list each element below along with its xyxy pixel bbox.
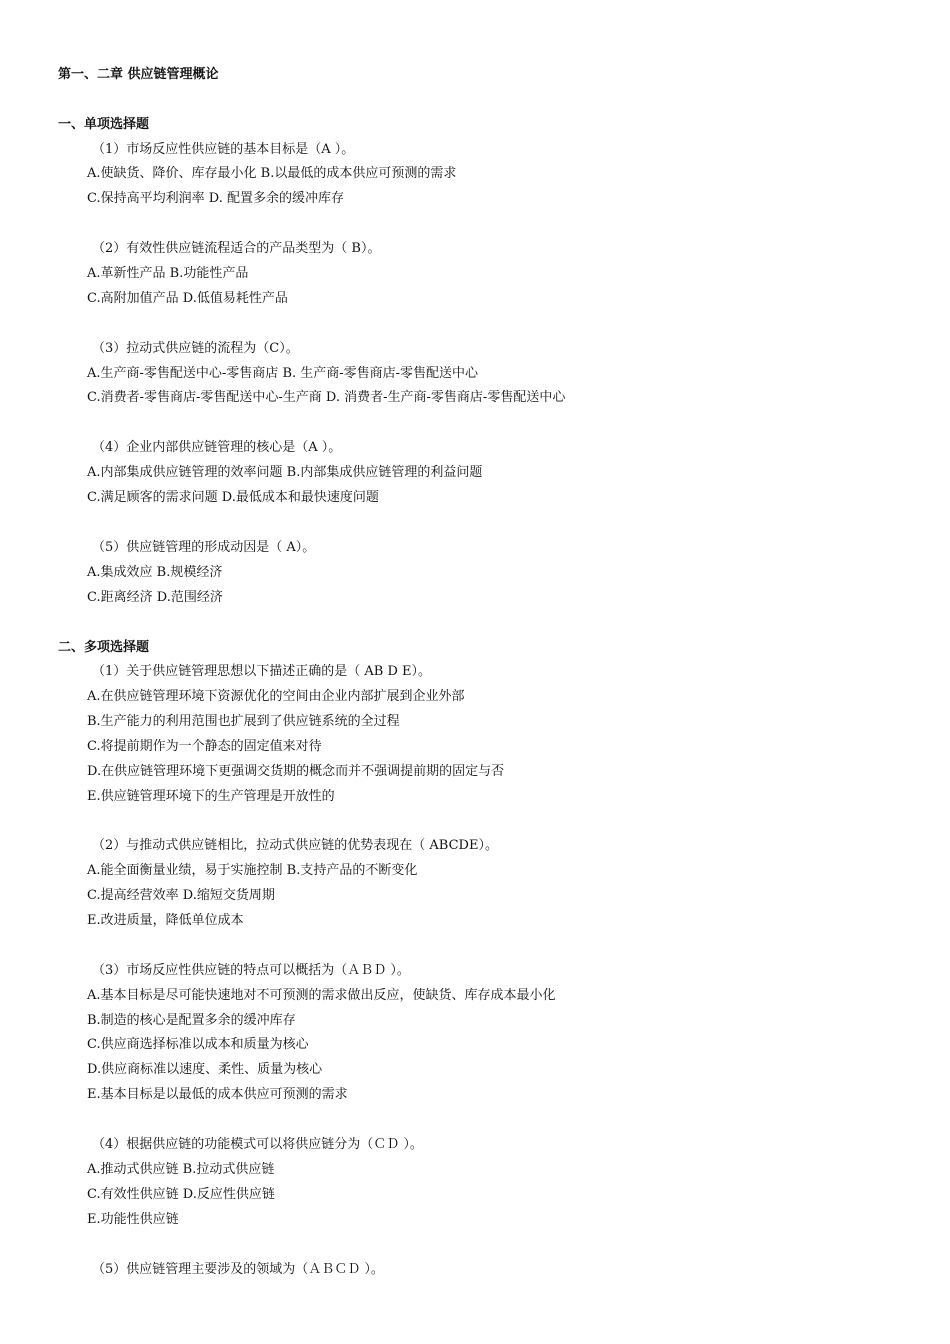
question-option: B.制造的核心是配置多余的缓冲库存 bbox=[87, 1013, 296, 1028]
section-heading-multiple-choice: 二、多项选择题 bbox=[58, 640, 150, 655]
question-option: A.内部集成供应链管理的效率问题 B.内部集成供应链管理的利益问题 bbox=[87, 465, 483, 480]
question-option: C.有效性供应链 D.反应性供应链 bbox=[87, 1187, 275, 1202]
question-option: D.在供应链管理环境下更强调交货期的概念而并不强调提前期的固定与否 bbox=[87, 764, 505, 779]
question-stem: （3）拉动式供应链的流程为（C）。 bbox=[92, 341, 299, 356]
question-option: D.供应商标准以速度、柔性、质量为核心 bbox=[87, 1062, 323, 1077]
question-option: A.能全面衡量业绩，易于实施控制 B.支持产品的不断变化 bbox=[87, 863, 418, 878]
question-option: A.使缺货、降价、库存最小化 B.以最低的成本供应可预测的需求 bbox=[87, 166, 457, 181]
question-option: E.供应链管理环境下的生产管理是开放性的 bbox=[87, 789, 335, 804]
question-option: E.基本目标是以最低的成本供应可预测的需求 bbox=[87, 1087, 348, 1102]
question-option: B.生产能力的利用范围也扩展到了供应链系统的全过程 bbox=[87, 714, 400, 729]
question-option: E.功能性供应链 bbox=[87, 1212, 179, 1227]
question-option: C.消费者-零售商店-零售配送中心-生产商 D. 消费者-生产商-零售商店-零售配送中心 bbox=[87, 390, 566, 405]
question-stem: （5）供应链管理主要涉及的领域为（ＡＢＣＤ ）。 bbox=[92, 1262, 384, 1277]
question-option: A.基本目标是尽可能快速地对不可预测的需求做出反应，使缺货、库存成本最小化 bbox=[87, 988, 556, 1003]
question-option: A.在供应链管理环境下资源优化的空间由企业内部扩展到企业外部 bbox=[87, 689, 465, 704]
question-option: C.距离经济 D.范围经济 bbox=[87, 590, 223, 605]
question-stem: （2）与推动式供应链相比，拉动式供应链的优势表现在（ ABCDE）。 bbox=[92, 838, 498, 853]
question-stem: （1）市场反应性供应链的基本目标是（A ）。 bbox=[92, 142, 355, 157]
chapter-title: 第一、二章 供应链管理概论 bbox=[58, 67, 219, 82]
question-stem: （5）供应链管理的形成动因是（ A）。 bbox=[92, 540, 316, 555]
question-option: A.生产商-零售配送中心-零售商店 B. 生产商-零售商店-零售配送中心 bbox=[87, 366, 479, 381]
question-option: A.革新性产品 B.功能性产品 bbox=[87, 266, 249, 281]
question-stem: （4）根据供应链的功能模式可以将供应链分为（ＣＤ ）。 bbox=[92, 1137, 423, 1152]
question-option: C.将提前期作为一个静态的固定值来对待 bbox=[87, 739, 322, 754]
question-stem: （3）市场反应性供应链的特点可以概括为（ＡＢＤ ）。 bbox=[92, 963, 410, 978]
question-option: C.保持高平均利润率 D. 配置多余的缓冲库存 bbox=[87, 191, 344, 206]
question-stem: （2）有效性供应链流程适合的产品类型为（ B）。 bbox=[92, 241, 381, 256]
question-stem: （1）关于供应链管理思想以下描述正确的是（ AB D E）。 bbox=[92, 664, 432, 679]
section-heading-single-choice: 一、单项选择题 bbox=[58, 117, 150, 132]
question-option: E.改进质量，降低单位成本 bbox=[87, 913, 244, 928]
question-option: C.高附加值产品 D.低值易耗性产品 bbox=[87, 291, 288, 306]
question-option: A.集成效应 B.规模经济 bbox=[87, 565, 223, 580]
question-option: C.供应商选择标准以成本和质量为核心 bbox=[87, 1037, 309, 1052]
question-option: C.提高经营效率 D.缩短交货周期 bbox=[87, 888, 275, 903]
question-option: A.推动式供应链 B.拉动式供应链 bbox=[87, 1162, 275, 1177]
question-option: C.满足顾客的需求问题 D.最低成本和最快速度问题 bbox=[87, 490, 379, 505]
question-stem: （4）企业内部供应链管理的核心是（A ）。 bbox=[92, 440, 342, 455]
